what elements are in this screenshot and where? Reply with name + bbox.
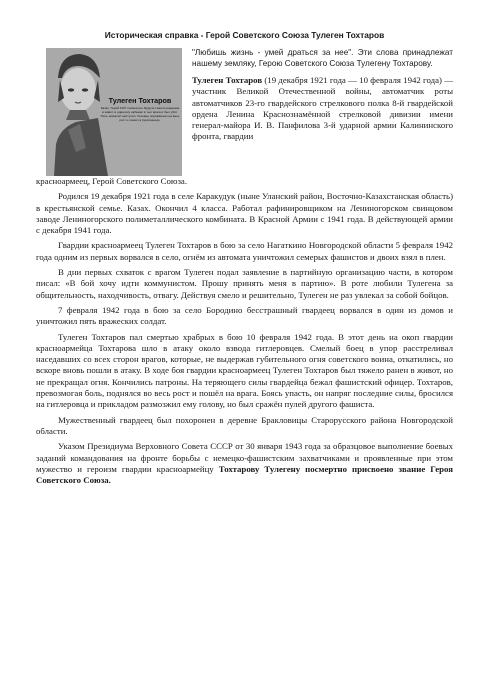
paragraph-borodino: 7 февраля 1942 года в бою за село Бородино бесстрашный гвардеец ворвался в один из домов и уничтожил пять вражеских солдат. (36, 304, 453, 327)
intro-paragraph (192, 75, 453, 143)
intro-text: (19 декабря 1921 года — 10 февраля 1942 года) — участник Великой Отечественной войны, автоматчик роты автоматчиков 23-го гвардейского стрелкового полка 8-й гвардейской ордена Ленина Краснознамённой стрелковой дивизии имени генерал-майора И. В. Панфилова 3-й ударной армии Калининского фронта, гвардии (192, 75, 453, 142)
paragraph-burial: Мужественный гвардеец был похоронен в деревне Бракловицы Старорусского района Новгородской области. (36, 414, 453, 436)
paragraph-biography: Родился 19 декабря 1921 года в селе Каракудук (ныне Уланский район, Восточно-Казахстанская область) в крестьянской семье. Казах. Окончил 4 класса. Работал рафинировщиком на Лениногорском свинцовом заводе Лениногорского полиметаллического комбината. В Красной Армии с 1941 года. В действующей армии с декабря 1941 года. (36, 191, 453, 236)
document-title: Историческая справка - Герой Советского Союза Тулеген Тохтаров (104, 30, 385, 40)
paragraph-nagatkino: Гвардии красноармеец Тулеген Тохтаров в бою за село Нагаткино Новгородской области 5 февраля 1942 года одним из первых ворвался в село, огнём из автомата уничтожил семерых фашистов и двоих взял в плен. (36, 240, 453, 262)
award-bold-text: Тохтарову Тулегену посмертно присвоено звание Героя Советского Союза. (36, 463, 453, 486)
hero-name: Тулеген Тохтаров (192, 75, 263, 85)
photo-caption-name: Тулеген Тохтаров (108, 96, 172, 105)
award-text: Указом Президиума Верховного Совета СССР от 30 января 1943 года за образцовое выполнение боевых заданий командования на фронте борьбы с немецко-фашистским захватчиками и проявленные при этом мужество и героизм гвардии красноармейцу (36, 441, 453, 474)
photo-caption-text: Казах. Герой ССР посмертно. Будучи тяжело раненым в живот, в одиночку забежал в тыл врага и был убит. Пять захватил наступил. Кочевец поражённых на весь рост и пошёл в рукопашную. (100, 106, 180, 122)
paragraph-party: В дни первых схваток с врагом Тулеген подал заявление в партийную организацию части, в котором писал: «В бой хочу идти коммунистом. Прошу принять меня в партию». В роте любили Тулегена за общительность, находчивость, отвагу. Действуя смело и решительно, Тулеген не раз увлекал за собой бойцов. (36, 267, 453, 300)
intro-continuation: красноармеец, Герой Советского Союза. (36, 176, 188, 186)
header-block (36, 48, 453, 176)
paragraph-death: Тулеген Тохтаров пал смертью храбрых в бою 10 февраля 1942 года. В этот день на окоп гвардии красноармейца Тохтарова шло в атаку около взвода гитлеровцев. Смелый боец в упор расстреливал наседавших со всех сторон врагов, которые, не выдержав губительного огня советского воина, откатились, но вскоре вновь пошли в атаку. В ходе боя гвардии красноармеец Тулеген Тохтаров был тяжело ранен в живот, но не прекращал огня. Кончились патроны. На теряющего силы гвардейца бежал фашистский офицер. Тохтаров, превозмогая боль, поднялся во весь рост и пошёл на врага. Боясь упасть, он напряг последние силы, бросился на гитлеровца и прикладом размозжил ему голову, но был сражён пулей другого фашиста. (36, 331, 453, 410)
photo-caption (100, 96, 180, 122)
paragraph-award (36, 441, 453, 486)
epigraph-quote: "Любишь жизнь - умей драться за нее". Эти слова принадлежат нашему земляку, Герою Советского Союза Тулегену Тохтарову. (192, 48, 453, 68)
header-text-column (192, 48, 453, 143)
hero-portrait-photo (46, 48, 182, 176)
